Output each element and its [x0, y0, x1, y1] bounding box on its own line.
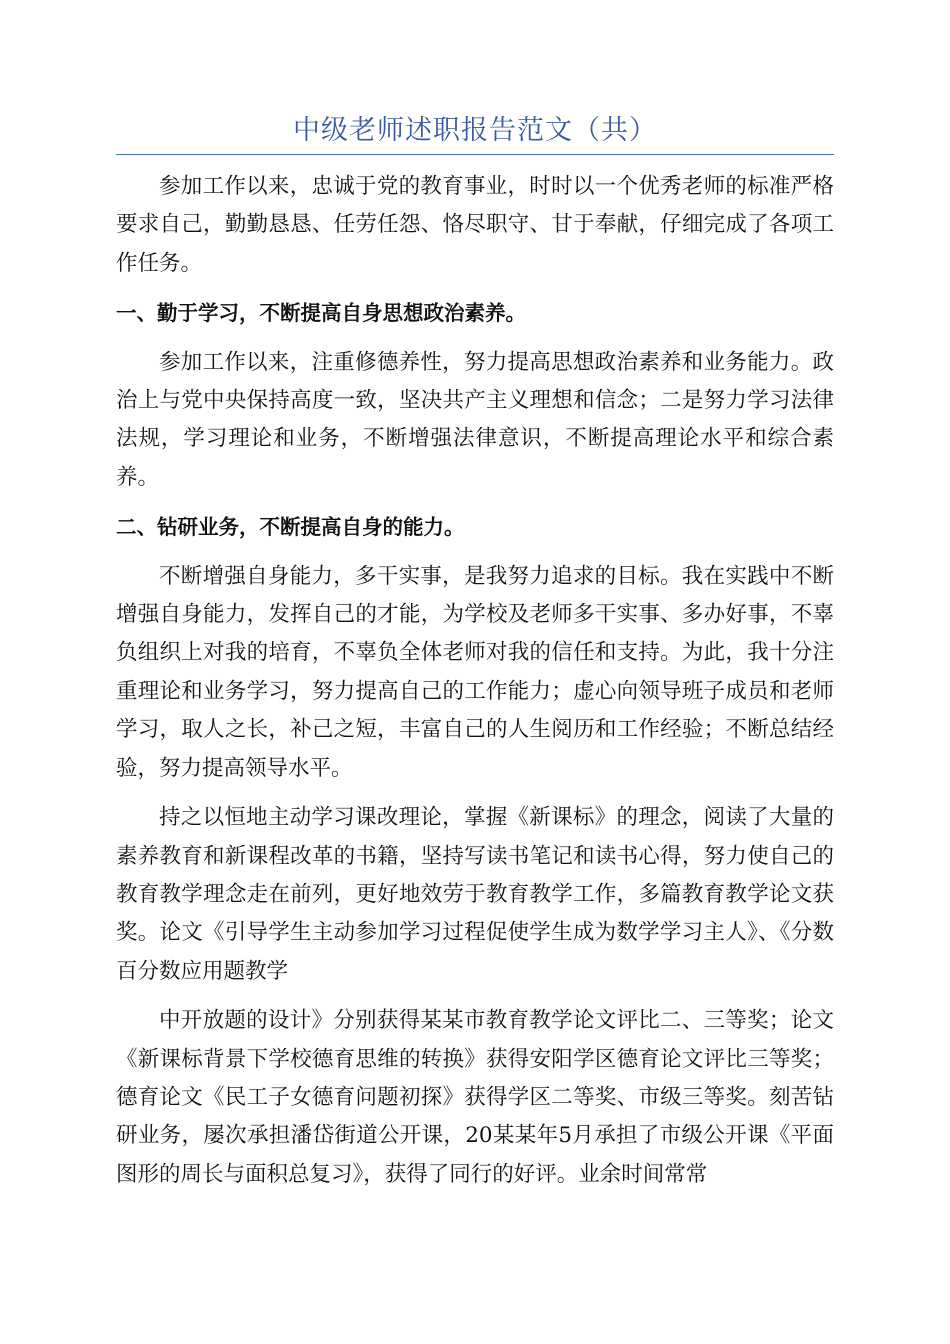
paragraph-intro: 参加工作以来，忠诚于党的教育事业，时时以一个优秀老师的标准严格要求自己，勤勤恳恳、任劳任怨、恪尽职守、甘于奉献，仔细完成了各项工作任务。	[116, 174, 834, 276]
paragraph-ability: 不断增强自身能力，多干实事，是我努力追求的目标。我在实践中不断增强自身能力，发挥自己的才能，为学校及老师多干实事、多办好事，不辜负组织上对我的培育，不辜负全体老师对我的信任和支持。为此，我十分注重理论和业务学习，努力提高自己的工作能力；虚心向领导班子成员和老师学习，取人之长，补己之短，丰富自己的人生阅历和工作经验；不断总结经验，努力提高领导水平。	[116, 563, 834, 781]
paragraph-awards: 中开放题的设计》分别获得某某市教育教学论文评比二、三等奖；论文《新课标背景下学校德育思维的转换》获得安阳学区德育论文评比三等奖；德育论文《民工子女德育问题初探》获得学区二等奖、市级三等奖。刻苦钻研业务，屡次承担潘岱街道公开课，20某某年5月承担了市级公开课《平面图形的周长与面积总复习》，获得了同行的好评。业余时间常常	[116, 1008, 834, 1187]
paragraph-study: 参加工作以来，注重修德养性，努力提高思想政治素养和业务能力。政治上与党中央保持高度一致，坚决共产主义理想和信念；二是努力学习法律法规，学习理论和业务，不断增强法律意识，不断提高理论水平和综合素养。	[116, 349, 834, 490]
paragraph-curriculum: 持之以恒地主动学习课改理论，掌握《新课标》的理念，阅读了大量的素养教育和新课程改革的书籍，坚持写读书笔记和读书心得，努力使自己的教育教学理念走在前列，更好地效劳于教育教学工作，多篇教育教学论文获奖。论文《引导学生主动参加学习过程促使学生成为数学学习主人》、《分数百分数应用题教学	[116, 805, 834, 984]
section-heading-2: 二、钻研业务，不断提高自身的能力。	[116, 515, 465, 540]
document-body	[116, 168, 834, 1205]
title-underline	[116, 154, 834, 155]
document-title: 中级老师述职报告范文（共）	[293, 115, 657, 146]
section-heading-1: 一、勤于学习，不断提高自身思想政治素养。	[116, 301, 526, 326]
